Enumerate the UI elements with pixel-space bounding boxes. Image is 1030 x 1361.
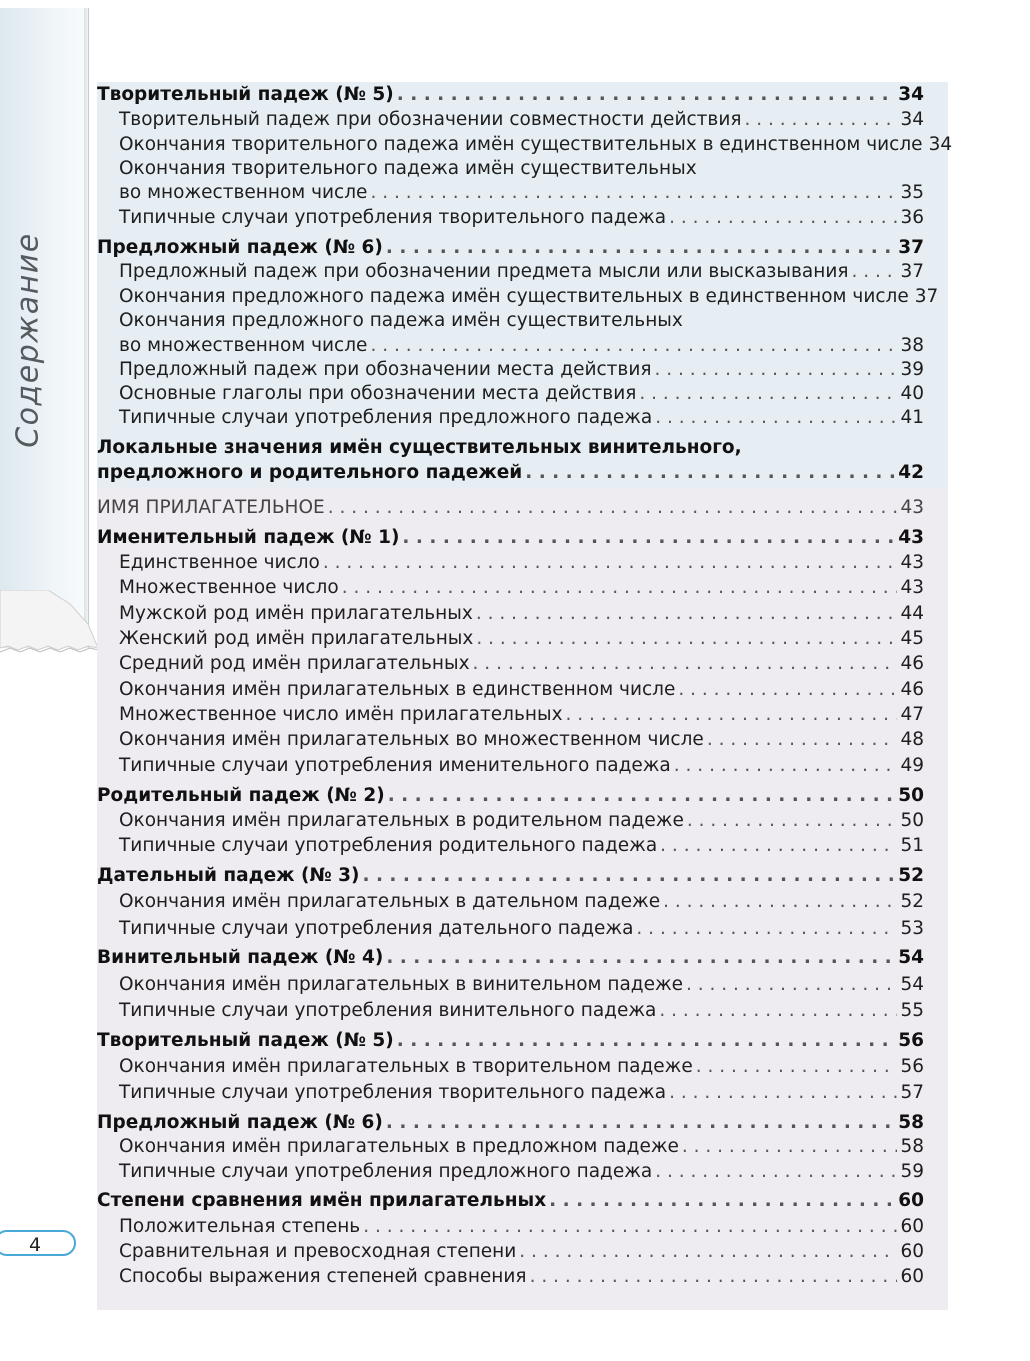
toc-entry[interactable] (97, 357, 924, 382)
toc-entry[interactable] (97, 1214, 924, 1239)
toc-entry-title: Окончания творительного падежа имён существительных в единственном числе (119, 134, 923, 155)
dot-leader (744, 107, 897, 132)
toc-entry-title: Типичные случаи употребления винительного падежа (119, 1000, 657, 1021)
torn-paper-decoration (0, 590, 98, 656)
dot-leader (696, 1054, 898, 1079)
toc-page-number: 37 (900, 261, 924, 282)
toc-entry[interactable] (97, 205, 924, 230)
toc-page-number: 36 (900, 207, 924, 228)
toc-page-number: 56 (898, 1030, 924, 1051)
dot-leader (476, 601, 898, 626)
toc-entry-title: Типичные случаи употребления именительного падежа (119, 755, 671, 776)
toc-page-number: 42 (898, 462, 924, 483)
dot-leader (549, 1188, 895, 1213)
toc-page-number: 50 (900, 810, 924, 831)
toc-page-number: 46 (900, 679, 924, 700)
toc-heading[interactable] (97, 460, 924, 485)
dot-leader (342, 575, 898, 600)
toc-entry[interactable] (97, 333, 924, 358)
toc-page-number: 43 (900, 552, 924, 573)
toc-entry[interactable] (97, 550, 924, 575)
toc-entry[interactable] (97, 808, 924, 833)
toc-entry-title: предложного и родительного падежей (97, 462, 523, 483)
toc-page-number: 60 (898, 1190, 924, 1211)
toc-page-number: 37 (914, 286, 939, 307)
toc-page-number: 53 (900, 918, 924, 939)
toc-page-number: 46 (900, 653, 924, 674)
toc-entry-title: во множественном числе (119, 182, 368, 203)
toc-page-number: 47 (900, 704, 924, 725)
dot-leader (323, 550, 898, 575)
toc-heading[interactable] (97, 1028, 924, 1053)
toc-entry[interactable] (97, 259, 924, 284)
dot-leader (388, 783, 896, 808)
toc-entry[interactable] (97, 1264, 924, 1289)
toc-entry-title: Локальные значения имён существительных винительного, (97, 437, 742, 458)
toc-page-number: 51 (900, 835, 924, 856)
dot-leader (386, 945, 895, 970)
toc-entry[interactable] (97, 284, 939, 309)
toc-page-number: 57 (900, 1082, 924, 1103)
toc-page-number: 44 (900, 603, 924, 624)
toc-entry-title: Окончания имён прилагательных в дательном падеже (119, 891, 661, 912)
toc-heading[interactable] (97, 1188, 924, 1213)
dot-leader (663, 889, 897, 914)
toc-entry-title: Степени сравнения имён прилагательных (97, 1190, 547, 1211)
toc-entry[interactable] (97, 1054, 924, 1079)
toc-entry-title: Окончания творительного падежа имён существительных (119, 158, 697, 179)
toc-page-number: 58 (898, 1112, 924, 1133)
toc-entry-title: Творительный падеж (№ 5) (97, 1030, 394, 1051)
toc-page-number: 37 (898, 237, 924, 258)
dot-leader (363, 1214, 897, 1239)
toc-entry[interactable] (97, 1080, 924, 1105)
dot-leader (473, 651, 898, 676)
toc-page-number: 59 (900, 1161, 924, 1182)
toc-entry[interactable] (97, 132, 953, 157)
toc-page-number: 41 (900, 407, 924, 428)
toc-entry[interactable] (97, 651, 924, 676)
toc-entry-title: Предложный падеж при обозначении предмета мысли или высказывания (119, 261, 849, 282)
dot-leader (370, 333, 897, 358)
toc-entry-title: ИМЯ ПРИЛАГАТЕЛЬНОЕ (97, 497, 325, 518)
dot-leader (655, 357, 898, 382)
dot-leader (687, 808, 898, 833)
toc-entry-title: Творительный падеж (№ 5) (97, 84, 394, 105)
dot-leader (682, 1134, 898, 1159)
dot-leader (707, 727, 898, 752)
toc-entry[interactable] (97, 601, 924, 626)
toc-page-number: 60 (900, 1266, 924, 1287)
toc-entry-title: Окончания предложного падежа имён существительных (119, 310, 683, 331)
dot-leader (476, 626, 897, 651)
toc-page-number: 34 (928, 134, 953, 155)
toc-entry[interactable] (97, 626, 924, 651)
toc-entry-title: Именительный падеж (№ 1) (97, 527, 400, 548)
toc-page-number: 45 (900, 628, 924, 649)
toc-entry-title: Окончания имён прилагательных в родительном падеже (119, 810, 684, 831)
side-tab-shadow (84, 8, 90, 648)
toc-entry-title: Женский род имён прилагательных (119, 628, 474, 649)
toc-page-number: 54 (900, 974, 924, 995)
dot-leader (530, 1264, 898, 1289)
toc-entry-title: Типичные случаи употребления предложного падежа (119, 407, 653, 428)
toc-heading[interactable] (97, 435, 924, 460)
toc-entry-title: Предложный падеж (№ 6) (97, 237, 383, 258)
toc-entry[interactable] (97, 727, 924, 752)
toc-heading[interactable] (97, 945, 924, 970)
toc-heading[interactable] (97, 863, 924, 888)
toc-entry[interactable] (97, 677, 924, 702)
toc-entry[interactable] (97, 889, 924, 914)
toc-entry-title: Типичные случаи употребления предложного падежа (119, 1161, 653, 1182)
dot-leader (525, 460, 895, 485)
toc-page-number: 49 (900, 755, 924, 776)
toc-entry-title: Положительная степень (119, 1216, 361, 1237)
toc-page-number: 48 (900, 729, 924, 750)
dot-leader (636, 916, 897, 941)
dot-leader (566, 702, 898, 727)
toc-entry-title: Винительный падеж (№ 4) (97, 947, 384, 968)
toc-entry-title: Основные глаголы при обозначении места действия (119, 383, 637, 404)
dot-leader (402, 525, 895, 550)
toc-entry[interactable] (97, 916, 924, 941)
toc-entry[interactable] (97, 107, 924, 132)
dot-leader (519, 1239, 897, 1264)
toc-page-number: 60 (900, 1241, 924, 1262)
toc-entry[interactable] (97, 308, 924, 333)
dot-leader (386, 1110, 895, 1135)
dot-leader (370, 180, 897, 205)
toc-entry[interactable] (97, 753, 924, 778)
toc-entry-title: Предложный падеж при обозначении места действия (119, 359, 652, 380)
dot-leader (678, 677, 897, 702)
toc-entry-title: Дательный падеж (№ 3) (97, 865, 360, 886)
toc-page-number: 34 (898, 84, 924, 105)
toc-entry-title: Множественное число имён прилагательных (119, 704, 563, 725)
toc-entry-title: Окончания имён прилагательных в единственном числе (119, 679, 676, 700)
dot-leader (659, 998, 897, 1023)
toc-entry[interactable] (97, 405, 924, 430)
dot-leader (362, 863, 895, 888)
dot-leader (674, 753, 898, 778)
dot-leader (386, 235, 895, 260)
toc-entry-title: Типичные случаи употребления родительного падежа (119, 835, 658, 856)
dot-leader (686, 972, 897, 997)
toc-entry-title: Окончания имён прилагательных в творительном падеже (119, 1056, 693, 1077)
toc-entry-title: Предложный падеж (№ 6) (97, 1112, 383, 1133)
toc-entry-title: Типичные случаи употребления творительного падежа (119, 207, 667, 228)
toc-heading[interactable] (97, 82, 924, 107)
dot-leader (397, 82, 895, 107)
toc-page-number: 43 (900, 497, 924, 518)
toc-page-number: 50 (898, 785, 924, 806)
toc-heading[interactable] (97, 1110, 924, 1135)
side-title: Содержание (10, 232, 46, 448)
toc-entry-title: Окончания предложного падежа имён существительных в единственном числе (119, 286, 909, 307)
toc-page-number: 55 (900, 1000, 924, 1021)
toc-page-number: 60 (900, 1216, 924, 1237)
toc-entry-title: Мужской род имён прилагательных (119, 603, 473, 624)
toc-heading[interactable] (97, 525, 924, 550)
dot-leader (639, 381, 897, 406)
toc-entry-title: Окончания имён прилагательных в винительном падеже (119, 974, 683, 995)
toc-page-number: 54 (898, 947, 924, 968)
toc-entry[interactable] (97, 381, 924, 406)
toc-heading[interactable] (97, 783, 924, 808)
dot-leader (660, 833, 897, 858)
toc-page-number: 34 (900, 109, 924, 130)
toc-entry-title: Окончания имён прилагательных в предложном падеже (119, 1136, 679, 1157)
page-number-badge: 4 (0, 1230, 76, 1256)
toc-entry-title: Средний род имён прилагательных (119, 653, 470, 674)
toc-page-number: 58 (900, 1136, 924, 1157)
toc-entry-title: Родительный падеж (№ 2) (97, 785, 385, 806)
toc-heading[interactable] (97, 235, 924, 260)
toc-entry[interactable] (97, 1134, 924, 1159)
toc-entry[interactable] (97, 702, 924, 727)
toc-entry[interactable] (97, 156, 924, 181)
dot-leader (655, 1159, 897, 1184)
dot-leader (397, 1028, 895, 1053)
toc-page-number: 56 (900, 1056, 924, 1077)
toc-page-number: 40 (900, 383, 924, 404)
dot-leader (328, 495, 898, 520)
toc-entry[interactable] (97, 180, 924, 205)
toc-entry-title: Единственное число (119, 552, 320, 573)
toc-entry-title: Творительный падеж при обозначении совместности действия (119, 109, 742, 130)
toc-page-number: 43 (900, 577, 924, 598)
toc-entry[interactable] (97, 833, 924, 858)
toc-entry-title: Типичные случаи употребления творительного падежа (119, 1082, 667, 1103)
toc-entry-title: Множественное число (119, 577, 339, 598)
toc-page-number: 43 (898, 527, 924, 548)
toc-page-number: 38 (900, 335, 924, 356)
toc-page-number: 52 (900, 891, 924, 912)
toc-entry-title: Сравнительная и превосходная степени (119, 1241, 517, 1262)
toc-entry[interactable] (97, 998, 924, 1023)
toc-entry-title: Способы выражения степеней сравнения (119, 1266, 527, 1287)
toc-entry-title: Окончания имён прилагательных во множественном числе (119, 729, 704, 750)
toc-entry-title: во множественном числе (119, 335, 368, 356)
toc-page-number: 52 (898, 865, 924, 886)
toc-page-number: 35 (900, 182, 924, 203)
toc-entry[interactable] (97, 1159, 924, 1184)
toc-entry-title: Типичные случаи употребления дательного падежа (119, 918, 634, 939)
dot-leader (851, 259, 897, 284)
toc-page-number: 39 (900, 359, 924, 380)
toc-entry[interactable] (97, 972, 924, 997)
toc-entry[interactable] (97, 575, 924, 600)
dot-leader (655, 405, 897, 430)
toc-section[interactable] (97, 495, 924, 520)
dot-leader (669, 1080, 897, 1105)
toc-entry[interactable] (97, 1239, 924, 1264)
dot-leader (669, 205, 897, 230)
